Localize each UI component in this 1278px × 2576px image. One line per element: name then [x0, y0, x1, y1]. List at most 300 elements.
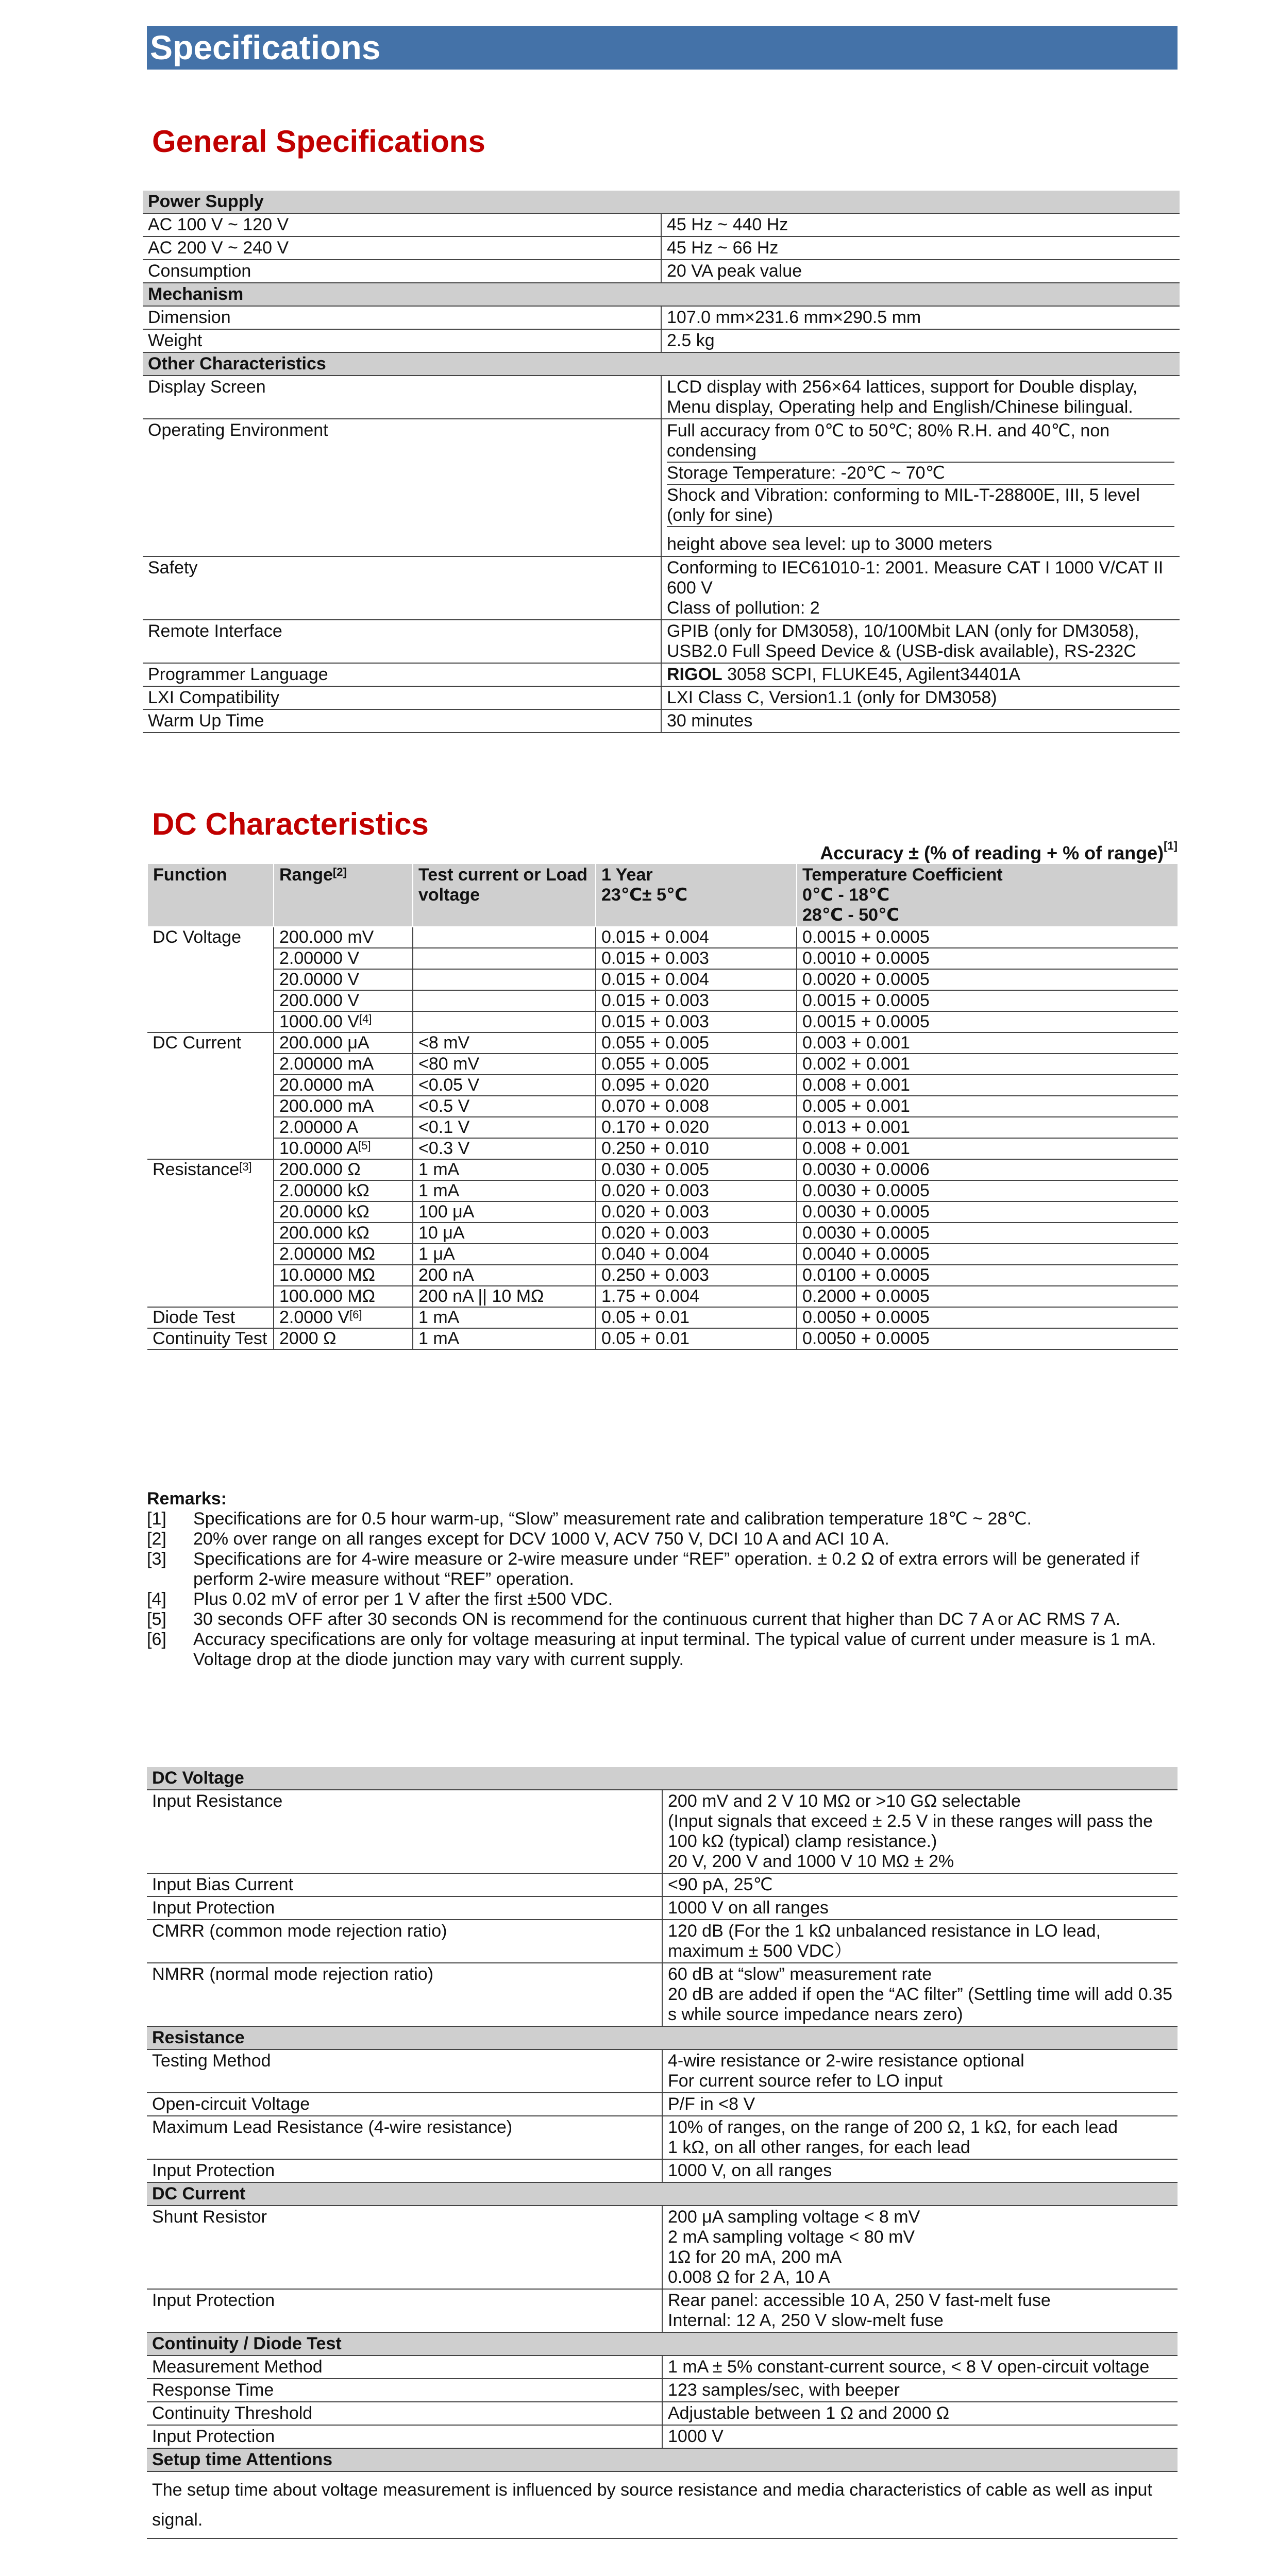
- general-title: General Specifications: [152, 124, 485, 159]
- range-value: 200.000 kΩ: [279, 1223, 369, 1243]
- table-row: [147, 1244, 1178, 1265]
- temp-cell: 0.0100 + 0.0005: [797, 1265, 1178, 1286]
- range-value: 100.000 MΩ: [279, 1286, 376, 1306]
- category-row: [147, 2182, 1178, 2206]
- spec-row: [143, 419, 1180, 556]
- spec-row: [147, 2049, 1178, 2093]
- col-year-label: 1 Year: [601, 865, 653, 885]
- spec-value-line: Conforming to IEC61010-1: 2001. Measure CAT I 1000 V/CAT II 600 V: [667, 558, 1164, 598]
- range-cell: [274, 1265, 413, 1286]
- range-value: 2.00000 V: [279, 948, 360, 968]
- spec-value: [662, 1896, 1178, 1920]
- temp-cell: 0.0050 + 0.0005: [797, 1328, 1178, 1349]
- spec-value-line: 20 dB are added if open the “AC filter” (Settling time will add 0.35 s while source impedance nears zero): [668, 1985, 1172, 2024]
- spec-value-line: 20 VA peak value: [667, 261, 802, 281]
- spec-row: [143, 686, 1180, 709]
- year-cell: 0.170 + 0.020: [596, 1117, 797, 1138]
- dc-remarks: [147, 1489, 1178, 1670]
- function-label: DC Current: [153, 1033, 241, 1053]
- col-function: Function: [147, 863, 274, 927]
- remark-text: Specifications are for 4-wire measure or 2-wire measure under “REF” operation. ± 0.2 Ω of extra errors will be generated if perform 2-wire measure without “REF” operation.: [193, 1549, 1139, 1589]
- year-cell: 0.015 + 0.004: [596, 969, 797, 990]
- range-cell: [274, 1117, 413, 1138]
- spec-row: [143, 236, 1180, 260]
- col-temp-line: Temperature Coefficient: [802, 865, 1003, 885]
- spec-value: [662, 2289, 1178, 2332]
- year-cell: 0.055 + 0.005: [596, 1032, 797, 1054]
- temp-cell: 0.0030 + 0.0005: [797, 1180, 1178, 1201]
- spec-row: [143, 306, 1180, 329]
- table-row: [147, 1011, 1178, 1032]
- col-temp-line: 0℃ - 18℃: [802, 885, 890, 905]
- spec-value-line: Internal: 12 A, 250 V slow-melt fuse: [668, 2311, 944, 2330]
- spec-value: [662, 1873, 1178, 1896]
- dc-title: DC Characteristics: [152, 807, 429, 841]
- spec-key: Input Bias Current: [147, 1873, 662, 1896]
- spec-value-line: 123 samples/sec, with beeper: [668, 2380, 900, 2400]
- range-cell: [274, 1096, 413, 1117]
- spec-row: [143, 329, 1180, 352]
- year-cell: 0.040 + 0.004: [596, 1244, 797, 1265]
- year-cell: 0.250 + 0.003: [596, 1265, 797, 1286]
- table-row: [147, 1201, 1178, 1223]
- table-row: [147, 1117, 1178, 1138]
- temp-cell: 0.0030 + 0.0005: [797, 1223, 1178, 1244]
- test-cell: <0.05 V: [413, 1075, 596, 1096]
- remarks-title: Remarks:: [147, 1489, 227, 1509]
- category-label: Resistance: [147, 2026, 1178, 2049]
- col-test: Test current or Load voltage: [413, 863, 596, 927]
- range-value: 200.000 Ω: [279, 1160, 361, 1179]
- spec-row: [143, 376, 1180, 419]
- temp-cell: 0.0015 + 0.0005: [797, 927, 1178, 948]
- spec-value: [661, 709, 1180, 733]
- spec-value: [662, 1790, 1178, 1873]
- function-label: Continuity Test: [153, 1329, 267, 1348]
- spec-row: [147, 2159, 1178, 2182]
- remark-number: [4]: [147, 1589, 166, 1609]
- range-value: 1000.00 V: [279, 1012, 360, 1031]
- test-cell: 1 mA: [413, 1328, 596, 1349]
- category-row: [143, 352, 1180, 376]
- temp-cell: 0.0020 + 0.0005: [797, 969, 1178, 990]
- table-row: [147, 969, 1178, 990]
- test-cell: [413, 990, 596, 1011]
- temp-cell: 0.0040 + 0.0005: [797, 1244, 1178, 1265]
- test-cell: <0.3 V: [413, 1138, 596, 1159]
- table-row: [147, 1180, 1178, 1201]
- temp-cell: 0.0030 + 0.0005: [797, 1201, 1178, 1223]
- spec-key: Input Protection: [147, 2289, 662, 2332]
- col-temp: [797, 863, 1178, 927]
- spec-value: [661, 556, 1180, 620]
- category-label: Power Supply: [143, 191, 1180, 213]
- spec-key: Input Protection: [147, 2159, 662, 2182]
- dc-accuracy-note: Accuracy ± (% of reading + % of range)[1]: [820, 839, 1178, 863]
- range-value: 20.0000 mA: [279, 1075, 374, 1095]
- spec-key: AC 200 V ~ 240 V: [143, 236, 661, 260]
- range-cell: [274, 1032, 413, 1054]
- range-value: 10.0000 MΩ: [279, 1265, 376, 1285]
- function-cell: [147, 1032, 274, 1159]
- test-cell: [413, 1011, 596, 1032]
- spec-key: AC 100 V ~ 120 V: [143, 213, 661, 236]
- function-cell: [147, 1328, 274, 1349]
- category-label: DC Voltage: [147, 1767, 1178, 1790]
- spec-key: Remote Interface: [143, 620, 661, 663]
- range-value: 200.000 mV: [279, 927, 374, 947]
- spec-row: [147, 2355, 1178, 2379]
- table-row: [147, 1138, 1178, 1159]
- year-cell: 0.05 + 0.01: [596, 1328, 797, 1349]
- test-cell: 1 μA: [413, 1244, 596, 1265]
- spec-value-line: 1000 V: [668, 2427, 724, 2446]
- spec-key: Maximum Lead Resistance (4-wire resistance): [147, 2116, 662, 2159]
- note-row: [147, 2471, 1178, 2538]
- spec-key: Response Time: [147, 2379, 662, 2402]
- dc-detail-table: [147, 1767, 1178, 2539]
- footnote-ref: [2]: [332, 866, 347, 878]
- table-row: [147, 1265, 1178, 1286]
- table-row: [147, 1286, 1178, 1307]
- remark-number: [1]: [147, 1509, 166, 1529]
- spec-value-line: Shock and Vibration: conforming to MIL-T-28800E, III, 5 level (only for sine): [667, 485, 1174, 527]
- spec-value-line: LCD display with 256×64 lattices, support for Double display, Menu display, Operating help and English/Chinese bilingual.: [667, 377, 1138, 417]
- temp-cell: 0.002 + 0.001: [797, 1054, 1178, 1075]
- spec-key: LXI Compatibility: [143, 686, 661, 709]
- remark-item: [147, 1630, 1178, 1670]
- spec-row: [143, 663, 1180, 686]
- category-row: [147, 2026, 1178, 2049]
- spec-value-line: 120 dB (For the 1 kΩ unbalanced resistance in LO lead, maximum ± 500 VDC）: [668, 1921, 1101, 1961]
- spec-value: [662, 2355, 1178, 2379]
- spec-key: Display Screen: [143, 376, 661, 419]
- table-row: [147, 990, 1178, 1011]
- remark-item: [147, 1549, 1178, 1589]
- range-cell: [274, 1223, 413, 1244]
- col-range: [274, 863, 413, 927]
- spec-value-line: Full accuracy from 0℃ to 50℃; 80% R.H. and 40℃, non condensing: [667, 420, 1174, 463]
- col-temp-line: 28℃ - 50℃: [802, 905, 900, 925]
- test-cell: <80 mV: [413, 1054, 596, 1075]
- table-row: [147, 1307, 1178, 1328]
- year-cell: 0.015 + 0.003: [596, 990, 797, 1011]
- spec-value-line: 45 Hz ~ 440 Hz: [667, 215, 788, 234]
- spec-value-line: 1000 V on all ranges: [668, 1898, 829, 1918]
- header-row: [147, 863, 1178, 927]
- range-value: 2.00000 A: [279, 1117, 359, 1137]
- test-cell: 100 μA: [413, 1201, 596, 1223]
- spec-key: Warm Up Time: [143, 709, 661, 733]
- category-label: Setup time Attentions: [147, 2448, 1178, 2471]
- spec-key: Continuity Threshold: [147, 2402, 662, 2425]
- spec-row: [143, 260, 1180, 283]
- spec-row: [147, 1920, 1178, 1963]
- year-cell: 0.020 + 0.003: [596, 1223, 797, 1244]
- temp-cell: 0.003 + 0.001: [797, 1032, 1178, 1054]
- spec-value-line: 1Ω for 20 mA, 200 mA: [668, 2247, 842, 2267]
- range-cell: [274, 1159, 413, 1180]
- year-cell: 0.05 + 0.01: [596, 1307, 797, 1328]
- category-row: [147, 2448, 1178, 2471]
- footnote-ref: [5]: [358, 1139, 371, 1152]
- spec-value-line: 200 mV and 2 V 10 MΩ or >10 GΩ selectable: [668, 1791, 1021, 1811]
- spec-key: Shunt Resistor: [147, 2206, 662, 2289]
- spec-value: [662, 2402, 1178, 2425]
- range-value: 2000 Ω: [279, 1329, 337, 1348]
- spec-value-line: 3058 SCPI, FLUKE45, Agilent34401A: [722, 665, 1021, 684]
- spec-key: Safety: [143, 556, 661, 620]
- footnote-ref: [4]: [359, 1012, 372, 1025]
- temp-cell: 0.2000 + 0.0005: [797, 1286, 1178, 1307]
- remark-item: [147, 1609, 1178, 1630]
- range-cell: [274, 990, 413, 1011]
- range-value: 20.0000 V: [279, 970, 360, 989]
- function-label: Resistance: [153, 1160, 240, 1179]
- range-cell: [274, 1307, 413, 1328]
- remark-text: Specifications are for 0.5 hour warm-up, “Slow” measurement rate and calibration temperature 18℃ ~ 28℃.: [193, 1509, 1032, 1529]
- spec-value-line: <90 pA, 25℃: [668, 1875, 773, 1894]
- spec-value-line: 1 kΩ, on all other ranges, for each lead: [668, 2138, 970, 2157]
- spec-value-line: 0.008 Ω for 2 A, 10 A: [668, 2267, 830, 2287]
- spec-value-line: 1000 V, on all ranges: [668, 2161, 832, 2180]
- remark-number: [6]: [147, 1630, 166, 1649]
- spec-key: Input Protection: [147, 2425, 662, 2448]
- col-year: [596, 863, 797, 927]
- spec-value: [661, 260, 1180, 283]
- category-label: DC Current: [147, 2182, 1178, 2206]
- footnote-ref: [3]: [239, 1160, 252, 1173]
- spec-key: Input Resistance: [147, 1790, 662, 1873]
- test-cell: 1 mA: [413, 1159, 596, 1180]
- category-row: [143, 283, 1180, 306]
- remark-text: 20% over range on all ranges except for DCV 1000 V, ACV 750 V, DCI 10 A and ACI 10 A.: [193, 1529, 889, 1549]
- spec-row: [147, 1963, 1178, 2026]
- spec-value-line: Rear panel: accessible 10 A, 250 V fast-melt fuse: [668, 2291, 1051, 2310]
- test-cell: <0.1 V: [413, 1117, 596, 1138]
- spec-key: Operating Environment: [143, 419, 661, 556]
- year-cell: 0.055 + 0.005: [596, 1054, 797, 1075]
- year-cell: 0.095 + 0.020: [596, 1075, 797, 1096]
- range-value: 200.000 μA: [279, 1033, 369, 1053]
- spec-row: [147, 1790, 1178, 1873]
- temp-cell: 0.0015 + 0.0005: [797, 990, 1178, 1011]
- remark-number: [5]: [147, 1609, 166, 1629]
- remark-item: [147, 1589, 1178, 1609]
- spec-value-line: 107.0 mm×231.6 mm×290.5 mm: [667, 308, 921, 327]
- range-cell: [274, 969, 413, 990]
- spec-key: Input Protection: [147, 1896, 662, 1920]
- test-cell: 1 mA: [413, 1180, 596, 1201]
- year-cell: 0.020 + 0.003: [596, 1201, 797, 1223]
- spec-row: [147, 2093, 1178, 2116]
- year-cell: 0.015 + 0.003: [596, 948, 797, 969]
- spec-key: Testing Method: [147, 2049, 662, 2093]
- year-cell: 0.070 + 0.008: [596, 1096, 797, 1117]
- temp-cell: 0.005 + 0.001: [797, 1096, 1178, 1117]
- spec-value-line: 45 Hz ~ 66 Hz: [667, 238, 779, 258]
- range-cell: [274, 1138, 413, 1159]
- table-row: [147, 927, 1178, 948]
- function-label: Diode Test: [153, 1308, 236, 1327]
- spec-value: [662, 2206, 1178, 2289]
- spec-key: Open-circuit Voltage: [147, 2093, 662, 2116]
- spec-value: [662, 1920, 1178, 1963]
- remark-text: Accuracy specifications are only for voltage measuring at input terminal. The typical value of current under measure is 1 mA. Voltage drop at the diode junction may vary with current supply.: [193, 1630, 1156, 1669]
- range-cell: [274, 1244, 413, 1265]
- spec-value: [661, 620, 1180, 663]
- temp-cell: 0.008 + 0.001: [797, 1075, 1178, 1096]
- range-value: 10.0000 A: [279, 1139, 359, 1158]
- table-row: [147, 1075, 1178, 1096]
- test-cell: [413, 948, 596, 969]
- spec-value: [662, 2159, 1178, 2182]
- range-value: 20.0000 kΩ: [279, 1202, 369, 1222]
- col-year-temp: 23℃± 5℃: [601, 885, 688, 905]
- spec-row: [147, 1896, 1178, 1920]
- spec-value-line: 20 V, 200 V and 1000 V 10 MΩ ± 2%: [668, 1852, 954, 1871]
- page-banner: Specifications: [147, 26, 1178, 70]
- year-cell: 0.015 + 0.004: [596, 927, 797, 948]
- range-value: 200.000 V: [279, 991, 360, 1010]
- spec-value-line: 2 mA sampling voltage < 80 mV: [668, 2227, 915, 2247]
- category-label: Continuity / Diode Test: [147, 2332, 1178, 2355]
- spec-value: [661, 686, 1180, 709]
- temp-cell: 0.008 + 0.001: [797, 1138, 1178, 1159]
- spec-key: Programmer Language: [143, 663, 661, 686]
- function-cell: [147, 1307, 274, 1328]
- col-range-label: Range: [279, 865, 333, 885]
- table-row: [147, 948, 1178, 969]
- spec-value-line: height above sea level: up to 3000 meters: [667, 534, 993, 554]
- range-value: 2.0000 V: [279, 1308, 350, 1327]
- spec-row: [147, 2379, 1178, 2402]
- footnote-ref: [6]: [349, 1308, 362, 1321]
- range-value: 200.000 mA: [279, 1096, 374, 1116]
- note-text: The setup time about voltage measurement is influenced by source resistance and media characteristics of cable as well as input signal.: [147, 2471, 1178, 2538]
- range-value: 2.00000 MΩ: [279, 1244, 376, 1264]
- remark-number: [2]: [147, 1529, 166, 1549]
- temp-cell: 0.013 + 0.001: [797, 1117, 1178, 1138]
- remark-number: [3]: [147, 1549, 166, 1569]
- remark-item: [147, 1529, 1178, 1549]
- spec-row: [147, 1873, 1178, 1896]
- function-label: DC Voltage: [153, 927, 241, 947]
- spec-row: [143, 213, 1180, 236]
- range-cell: [274, 1328, 413, 1349]
- table-row: [147, 1032, 1178, 1054]
- test-cell: <0.5 V: [413, 1096, 596, 1117]
- range-cell: [274, 1075, 413, 1096]
- spec-value: [662, 1963, 1178, 2026]
- range-cell: [274, 927, 413, 948]
- function-cell: [147, 927, 274, 1032]
- category-row: [147, 1767, 1178, 1790]
- range-cell: [274, 1201, 413, 1223]
- spec-value-line: 60 dB at “slow” measurement rate: [668, 1964, 932, 1984]
- spec-row: [147, 2206, 1178, 2289]
- year-cell: 1.75 + 0.004: [596, 1286, 797, 1307]
- spec-value: [661, 306, 1180, 329]
- spec-value-line: 10% of ranges, on the range of 200 Ω, 1 kΩ, for each lead: [668, 2117, 1118, 2137]
- category-label: Other Characteristics: [143, 352, 1180, 376]
- spec-value-line: 2.5 kg: [667, 331, 715, 350]
- year-cell: 0.030 + 0.005: [596, 1159, 797, 1180]
- table-row: [147, 1096, 1178, 1117]
- spec-value: [662, 2379, 1178, 2402]
- spec-key: CMRR (common mode rejection ratio): [147, 1920, 662, 1963]
- spec-value-line: 1 mA ± 5% constant-current source, < 8 V open-circuit voltage: [668, 2357, 1150, 2377]
- spec-value-line: 30 minutes: [667, 711, 753, 731]
- test-cell: 200 nA || 10 MΩ: [413, 1286, 596, 1307]
- spec-value-line: Storage Temperature: -20℃ ~ 70℃: [667, 463, 1174, 485]
- year-cell: 0.015 + 0.003: [596, 1011, 797, 1032]
- remark-text: Plus 0.02 mV of error per 1 V after the first ±500 VDC.: [193, 1589, 613, 1609]
- range-cell: [274, 1180, 413, 1201]
- range-value: 2.00000 kΩ: [279, 1181, 369, 1200]
- test-cell: <8 mV: [413, 1032, 596, 1054]
- year-cell: 0.020 + 0.003: [596, 1180, 797, 1201]
- temp-cell: 0.0015 + 0.0005: [797, 1011, 1178, 1032]
- temp-cell: 0.0010 + 0.0005: [797, 948, 1178, 969]
- test-cell: 1 mA: [413, 1307, 596, 1328]
- temp-cell: 0.0050 + 0.0005: [797, 1307, 1178, 1328]
- spec-value-line: 4-wire resistance or 2-wire resistance optional: [668, 2051, 1024, 2071]
- range-cell: [274, 948, 413, 969]
- remark-text: 30 seconds OFF after 30 seconds ON is recommend for the continuous current that higher than DC 7 A or AC RMS 7 A.: [193, 1609, 1121, 1629]
- test-cell: [413, 927, 596, 948]
- range-cell: [274, 1286, 413, 1307]
- table-row: [147, 1223, 1178, 1244]
- range-cell: [274, 1011, 413, 1032]
- spec-value-line: 200 μA sampling voltage < 8 mV: [668, 2207, 920, 2227]
- spec-value: [661, 419, 1180, 556]
- spec-value: [662, 2093, 1178, 2116]
- spec-value: [661, 329, 1180, 352]
- spec-row: [143, 620, 1180, 663]
- spec-row: [143, 556, 1180, 620]
- spec-value: [662, 2425, 1178, 2448]
- spec-value: [661, 663, 1180, 686]
- spec-value: [662, 2116, 1178, 2159]
- spec-value-line: LXI Class C, Version1.1 (only for DM3058): [667, 688, 997, 707]
- general-spec-table: [143, 191, 1180, 733]
- spec-value-line: (Input signals that exceed ± 2.5 V in these ranges will pass the 100 kΩ (typical) clamp resistance.): [668, 1811, 1153, 1851]
- spec-value-line: GPIB (only for DM3058), 10/100Mbit LAN (only for DM3058), USB2.0 Full Speed Device & (USB-disk available), RS-232C: [667, 621, 1139, 661]
- category-row: [143, 191, 1180, 213]
- spec-value: [661, 376, 1180, 419]
- table-row: [147, 1054, 1178, 1075]
- category-row: [147, 2332, 1178, 2355]
- dc-char-table: [147, 863, 1179, 1350]
- spec-row: [147, 2116, 1178, 2159]
- function-cell: [147, 1159, 274, 1307]
- spec-row: [147, 2425, 1178, 2448]
- test-cell: 200 nA: [413, 1265, 596, 1286]
- range-value: 2.00000 mA: [279, 1054, 374, 1074]
- test-cell: 10 μA: [413, 1223, 596, 1244]
- spec-value-line: Adjustable between 1 Ω and 2000 Ω: [668, 2403, 950, 2423]
- spec-value-line: For current source refer to LO input: [668, 2071, 943, 2091]
- brand-name: RIGOL: [667, 665, 722, 684]
- spec-key: Weight: [143, 329, 661, 352]
- spec-row: [147, 2289, 1178, 2332]
- spec-key: Consumption: [143, 260, 661, 283]
- spec-row: [147, 2402, 1178, 2425]
- spec-value-line: Class of pollution: 2: [667, 598, 820, 618]
- temp-cell: 0.0030 + 0.0006: [797, 1159, 1178, 1180]
- test-cell: [413, 969, 596, 990]
